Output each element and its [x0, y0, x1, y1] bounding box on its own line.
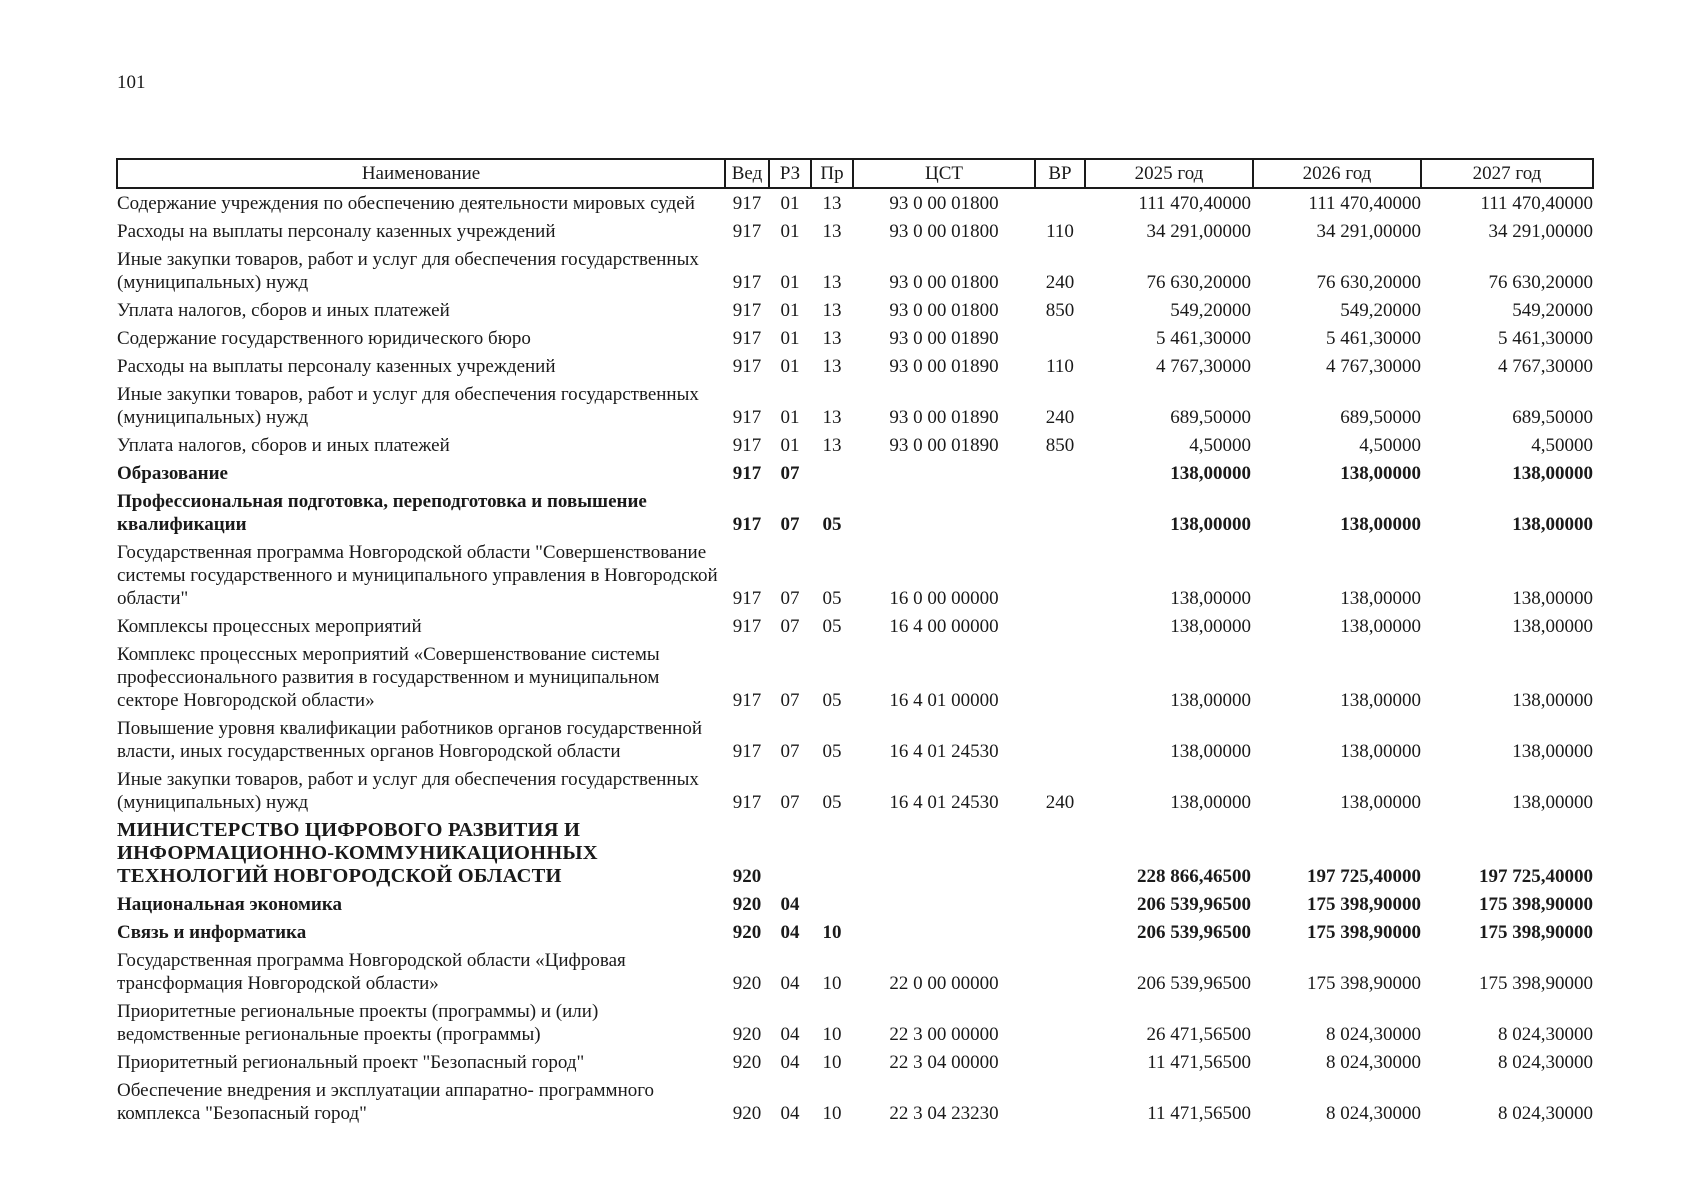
cell-vr [1035, 459, 1085, 487]
cell-2027: 4,50000 [1531, 435, 1593, 456]
cell-rz: 01 [780, 435, 800, 456]
cell-2025: 138,00000 [1170, 690, 1251, 711]
cell-pr: 13 [822, 221, 842, 242]
cell-2025: 76 630,20000 [1146, 272, 1251, 293]
table-row [117, 714, 1593, 765]
cell-cst: 22 3 00 00000 [889, 1024, 999, 1045]
table-row [117, 245, 1593, 296]
cell-2027: 111 470,40000 [1480, 193, 1593, 214]
cell-pr: 10 [822, 973, 842, 994]
cell-name: Уплата налогов, сборов и иных платежей [117, 300, 450, 321]
cell-2026: 138,00000 [1340, 588, 1421, 609]
cell-vr: 110 [1046, 356, 1074, 377]
cell-vr [1035, 1076, 1085, 1127]
cell-2027: 175 398,90000 [1479, 973, 1593, 994]
table-header [117, 159, 1593, 188]
cell-2026: 138,00000 [1340, 463, 1421, 484]
cell-pr: 05 [822, 514, 842, 535]
header-cst: ЦСТ [853, 159, 1035, 188]
cell-name: Комплекс процессных мероприятий «Совершенствование системы профессионального развития в государственном и муниципальном секторе Новгородской области» [117, 644, 660, 711]
cell-vr [1035, 188, 1085, 217]
cell-name: Иные закупки товаров, работ и услуг для обеспечения государственных (муниципальных) нужд [117, 769, 699, 813]
table-row [117, 431, 1593, 459]
cell-vr [1035, 816, 1085, 890]
cell-rz: 04 [780, 1103, 800, 1124]
cell-name: Содержание учреждения по обеспечению деятельности мировых судей [117, 193, 695, 214]
cell-2027: 8 024,30000 [1498, 1024, 1593, 1045]
cell-pr: 10 [822, 1024, 842, 1045]
cell-vr [1035, 612, 1085, 640]
cell-2027: 549,20000 [1512, 300, 1593, 321]
cell-cst: 16 0 00 00000 [889, 588, 999, 609]
cell-2026: 4 767,30000 [1326, 356, 1421, 377]
table-body [117, 188, 1593, 1127]
cell-vr [1035, 946, 1085, 997]
table-row [117, 380, 1593, 431]
cell-2025: 11 471,56500 [1147, 1052, 1251, 1073]
cell-rz: 07 [780, 690, 800, 711]
cell-rz: 07 [780, 463, 800, 484]
table-row [117, 890, 1593, 918]
cell-ved: 917 [732, 741, 762, 762]
cell-name: Повышение уровня квалификации работников органов государственной власти, иных государственных органов Новгородской области [117, 718, 702, 762]
table-row [117, 997, 1593, 1048]
cell-ved: 917 [732, 356, 762, 377]
cell-2025: 138,00000 [1170, 792, 1251, 813]
cell-pr [811, 890, 853, 918]
cell-cst: 16 4 01 24530 [889, 792, 999, 813]
cell-vr: 850 [1045, 300, 1075, 321]
cell-2027: 8 024,30000 [1498, 1103, 1593, 1124]
cell-2026: 8 024,30000 [1326, 1103, 1421, 1124]
cell-cst: 93 0 00 01890 [889, 328, 999, 349]
cell-pr: 10 [822, 922, 842, 943]
table-row [117, 217, 1593, 245]
cell-2027: 138,00000 [1512, 588, 1593, 609]
cell-cst: 22 0 00 00000 [889, 973, 999, 994]
cell-ved: 917 [732, 193, 762, 214]
cell-2025: 228 866,46500 [1137, 866, 1251, 887]
cell-2025: 4,50000 [1189, 435, 1251, 456]
cell-cst: 93 0 00 01890 [889, 435, 999, 456]
cell-name: Приоритетные региональные проекты (программы) и (или) ведомственные региональные проекты (программы) [117, 1001, 599, 1045]
cell-rz: 01 [780, 407, 800, 428]
cell-name: Связь и информатика [117, 922, 307, 943]
cell-2027: 175 398,90000 [1479, 922, 1593, 943]
cell-ved: 920 [732, 1024, 762, 1045]
cell-ved: 917 [732, 792, 762, 813]
cell-cst: 93 0 00 01890 [889, 407, 999, 428]
cell-cst: 93 0 00 01800 [889, 193, 999, 214]
cell-2025: 11 471,56500 [1147, 1103, 1251, 1124]
cell-pr: 13 [822, 435, 842, 456]
cell-ved: 917 [732, 328, 762, 349]
cell-name: Государственная программа Новгородской области «Цифровая трансформация Новгородской области» [117, 950, 626, 994]
cell-cst: 22 3 04 23230 [889, 1103, 999, 1124]
cell-ved: 917 [732, 272, 762, 293]
cell-2025: 111 470,40000 [1138, 193, 1251, 214]
cell-pr: 05 [822, 792, 842, 813]
cell-name: Расходы на выплаты персоналу казенных учреждений [117, 221, 556, 242]
cell-ved: 920 [732, 922, 762, 943]
cell-vr [1035, 640, 1085, 714]
cell-ved: 917 [732, 588, 762, 609]
header-ved: Вед [725, 159, 769, 188]
header-pr: Пр [811, 159, 853, 188]
cell-rz: 04 [780, 922, 800, 943]
table-row [117, 324, 1593, 352]
header-rz: РЗ [769, 159, 811, 188]
cell-ved: 917 [732, 463, 762, 484]
cell-pr [811, 816, 853, 890]
cell-rz: 01 [780, 272, 800, 293]
cell-2025: 206 539,96500 [1137, 922, 1251, 943]
cell-vr [1035, 538, 1085, 612]
table-row [117, 352, 1593, 380]
cell-cst: 22 3 04 00000 [889, 1052, 999, 1073]
cell-2027: 34 291,00000 [1488, 221, 1593, 242]
cell-2025: 138,00000 [1170, 514, 1251, 535]
cell-pr: 13 [822, 193, 842, 214]
cell-vr [1035, 714, 1085, 765]
cell-2027: 175 398,90000 [1479, 894, 1593, 915]
table-row [117, 765, 1593, 816]
cell-ved: 920 [732, 973, 762, 994]
cell-2026: 138,00000 [1340, 792, 1421, 813]
cell-pr: 13 [822, 407, 842, 428]
cell-pr: 10 [822, 1103, 842, 1124]
cell-ved: 917 [732, 407, 762, 428]
cell-rz: 04 [780, 894, 800, 915]
cell-vr [1035, 1048, 1085, 1076]
cell-2025: 5 461,30000 [1156, 328, 1251, 349]
header-2025: 2025 год [1085, 159, 1253, 188]
cell-2026: 138,00000 [1340, 514, 1421, 535]
budget-table [116, 158, 1594, 1127]
cell-ved: 920 [732, 894, 762, 915]
cell-name: Национальная экономика [117, 894, 343, 915]
cell-name: Содержание государственного юридического бюро [117, 328, 531, 349]
cell-cst [853, 890, 1035, 918]
cell-rz: 01 [780, 328, 800, 349]
table-row [117, 640, 1593, 714]
cell-rz: 04 [780, 1052, 800, 1073]
header-name: Наименование [117, 159, 725, 188]
cell-2025: 549,20000 [1170, 300, 1251, 321]
cell-2026: 5 461,30000 [1326, 328, 1421, 349]
cell-2025: 26 471,56500 [1146, 1024, 1251, 1045]
cell-2026: 76 630,20000 [1316, 272, 1421, 293]
cell-rz: 07 [780, 514, 800, 535]
cell-2025: 138,00000 [1170, 463, 1251, 484]
cell-rz: 01 [780, 356, 800, 377]
cell-name: Государственная программа Новгородской области "Совершенствование системы государственного и муниципального управления в Новгородской области" [117, 542, 718, 609]
cell-2027: 138,00000 [1512, 741, 1593, 762]
header-2027: 2027 год [1421, 159, 1593, 188]
cell-2025: 34 291,00000 [1146, 221, 1251, 242]
cell-2027: 138,00000 [1512, 616, 1593, 637]
cell-rz: 04 [780, 1024, 800, 1045]
cell-2025: 206 539,96500 [1137, 973, 1251, 994]
cell-name: Иные закупки товаров, работ и услуг для обеспечения государственных (муниципальных) нужд [117, 384, 699, 428]
cell-ved: 917 [732, 514, 762, 535]
cell-vr [1035, 324, 1085, 352]
cell-2026: 8 024,30000 [1326, 1052, 1421, 1073]
cell-rz: 07 [780, 792, 800, 813]
cell-2027: 138,00000 [1512, 514, 1593, 535]
cell-cst: 93 0 00 01800 [889, 300, 999, 321]
cell-vr: 240 [1045, 407, 1075, 428]
cell-vr [1035, 487, 1085, 538]
cell-pr: 05 [822, 588, 842, 609]
table-row [117, 816, 1593, 890]
cell-ved: 920 [732, 1103, 762, 1124]
cell-2026: 689,50000 [1340, 407, 1421, 428]
table-row [117, 459, 1593, 487]
cell-2027: 5 461,30000 [1498, 328, 1593, 349]
table-row [117, 946, 1593, 997]
cell-cst: 93 0 00 01800 [889, 221, 999, 242]
cell-2027: 197 725,40000 [1479, 866, 1593, 887]
cell-2025: 138,00000 [1170, 588, 1251, 609]
cell-pr: 13 [822, 328, 842, 349]
cell-2026: 138,00000 [1340, 690, 1421, 711]
cell-2025: 138,00000 [1170, 616, 1251, 637]
cell-2025: 206 539,96500 [1137, 894, 1251, 915]
cell-ved: 917 [732, 435, 762, 456]
cell-2026: 8 024,30000 [1326, 1024, 1421, 1045]
cell-cst: 16 4 01 24530 [889, 741, 999, 762]
cell-2027: 8 024,30000 [1498, 1052, 1593, 1073]
cell-2027: 4 767,30000 [1498, 356, 1593, 377]
cell-2026: 175 398,90000 [1307, 894, 1421, 915]
cell-2026: 197 725,40000 [1307, 866, 1421, 887]
cell-cst: 16 4 00 00000 [889, 616, 999, 637]
table-row [117, 188, 1593, 217]
cell-name: Расходы на выплаты персоналу казенных учреждений [117, 356, 556, 377]
cell-cst: 93 0 00 01800 [889, 272, 999, 293]
cell-pr: 05 [822, 741, 842, 762]
table-row [117, 1048, 1593, 1076]
cell-name: Комплексы процессных мероприятий [117, 616, 422, 637]
cell-2026: 175 398,90000 [1307, 973, 1421, 994]
cell-pr: 05 [822, 616, 842, 637]
header-2026: 2026 год [1253, 159, 1421, 188]
cell-pr: 13 [822, 356, 842, 377]
table-row [117, 1076, 1593, 1127]
cell-pr: 13 [822, 272, 842, 293]
table-row [117, 487, 1593, 538]
cell-2026: 111 470,40000 [1308, 193, 1421, 214]
cell-pr: 05 [822, 690, 842, 711]
cell-ved: 917 [732, 221, 762, 242]
cell-2026: 34 291,00000 [1316, 221, 1421, 242]
cell-2027: 138,00000 [1512, 463, 1593, 484]
cell-ved: 920 [732, 866, 762, 887]
cell-2027: 76 630,20000 [1488, 272, 1593, 293]
cell-vr: 240 [1045, 272, 1075, 293]
cell-name: Образование [117, 463, 228, 484]
cell-2026: 138,00000 [1340, 616, 1421, 637]
cell-ved: 917 [732, 616, 762, 637]
cell-rz: 07 [780, 741, 800, 762]
table-row [117, 612, 1593, 640]
cell-2027: 138,00000 [1512, 690, 1593, 711]
cell-rz: 07 [780, 616, 800, 637]
table-row [117, 296, 1593, 324]
cell-2025: 689,50000 [1170, 407, 1251, 428]
cell-2026: 549,20000 [1340, 300, 1421, 321]
cell-vr: 110 [1046, 221, 1074, 242]
cell-vr [1035, 918, 1085, 946]
cell-rz: 01 [780, 221, 800, 242]
cell-cst [853, 816, 1035, 890]
cell-pr: 10 [822, 1052, 842, 1073]
cell-ved: 917 [732, 690, 762, 711]
cell-vr [1035, 890, 1085, 918]
cell-2027: 138,00000 [1512, 792, 1593, 813]
cell-rz: 04 [780, 973, 800, 994]
cell-2026: 4,50000 [1359, 435, 1421, 456]
cell-vr [1035, 997, 1085, 1048]
cell-name: Приоритетный региональный проект "Безопасный город" [117, 1052, 585, 1073]
cell-ved: 920 [732, 1052, 762, 1073]
cell-rz [769, 816, 811, 890]
cell-pr [811, 459, 853, 487]
cell-cst [853, 459, 1035, 487]
cell-rz: 01 [780, 193, 800, 214]
cell-name: Обеспечение внедрения и эксплуатации аппаратно- программного комплекса "Безопасный город" [117, 1080, 655, 1124]
cell-name: Иные закупки товаров, работ и услуг для обеспечения государственных (муниципальных) нужд [117, 249, 699, 293]
table-row [117, 538, 1593, 612]
cell-ved: 917 [732, 300, 762, 321]
cell-rz: 01 [780, 300, 800, 321]
cell-pr: 13 [822, 300, 842, 321]
cell-cst [853, 918, 1035, 946]
cell-2026: 175 398,90000 [1307, 922, 1421, 943]
cell-rz: 07 [780, 588, 800, 609]
cell-vr: 240 [1045, 792, 1075, 813]
table-row [117, 918, 1593, 946]
cell-name: МИНИСТЕРСТВО ЦИФРОВОГО РАЗВИТИЯ И ИНФОРМАЦИОННО-КОММУНИКАЦИОННЫХ ТЕХНОЛОГИЙ НОВГОРОДСКОЙ ОБЛАСТИ [117, 819, 598, 887]
header-vr: ВР [1035, 159, 1085, 188]
cell-cst: 93 0 00 01890 [889, 356, 999, 377]
cell-2025: 4 767,30000 [1156, 356, 1251, 377]
cell-2027: 689,50000 [1512, 407, 1593, 428]
cell-cst [853, 487, 1035, 538]
cell-vr: 850 [1045, 435, 1075, 456]
cell-name: Профессиональная подготовка, переподготовка и повышение квалификации [117, 491, 647, 535]
cell-2025: 138,00000 [1170, 741, 1251, 762]
page-number: 101 [117, 72, 146, 93]
cell-name: Уплата налогов, сборов и иных платежей [117, 435, 450, 456]
cell-cst: 16 4 01 00000 [889, 690, 999, 711]
cell-2026: 138,00000 [1340, 741, 1421, 762]
